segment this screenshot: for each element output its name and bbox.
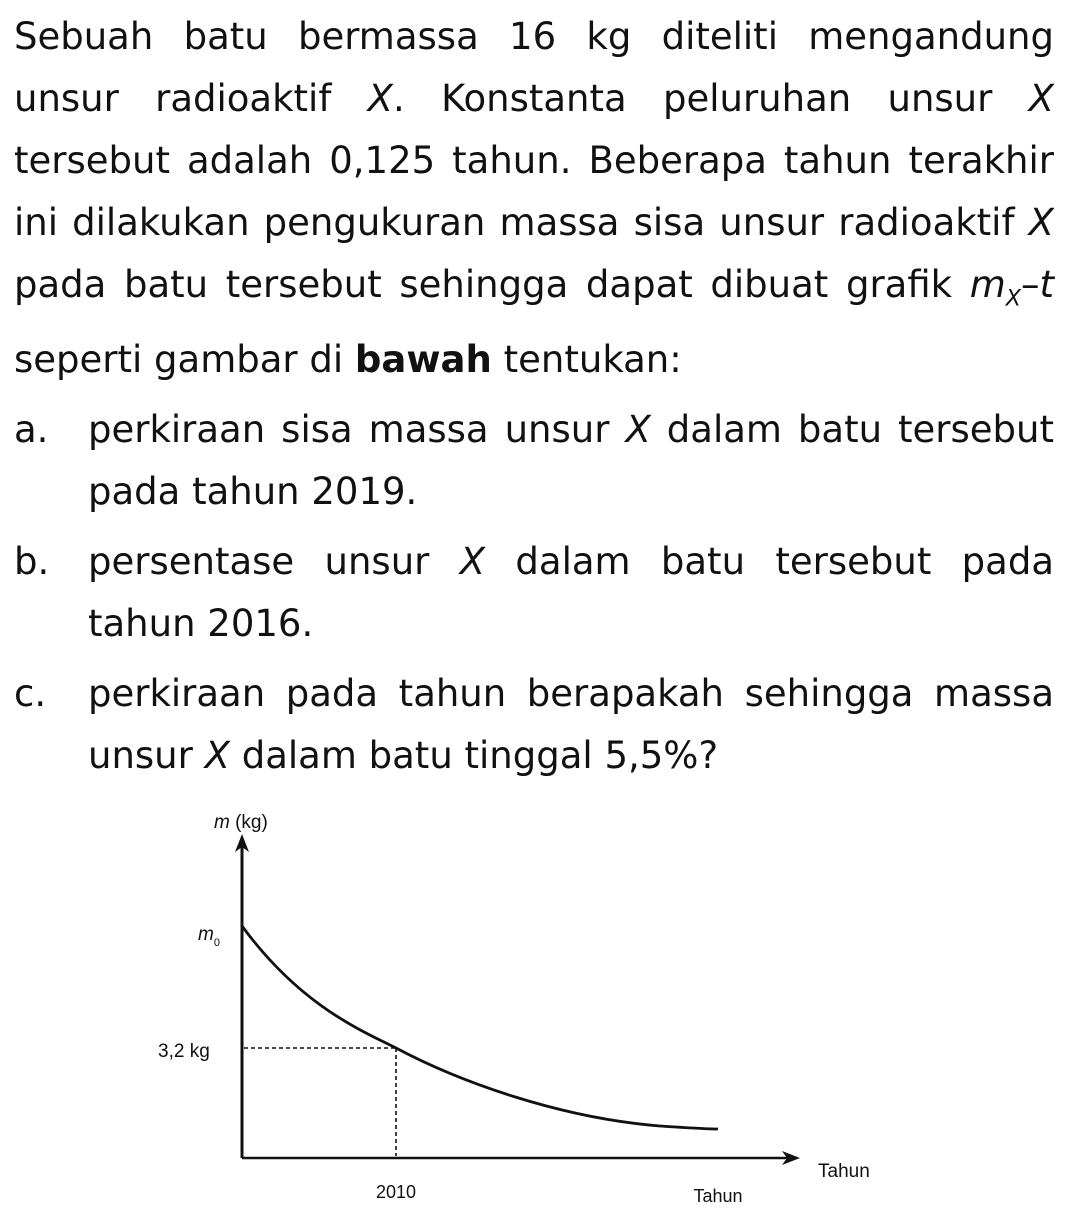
graph-dash: – bbox=[1020, 263, 1040, 306]
graph-var-t: t bbox=[1039, 263, 1054, 306]
question-text-part: perkiraan sisa massa unsur bbox=[88, 408, 626, 452]
decay-curve bbox=[242, 926, 718, 1129]
question-text bbox=[88, 531, 1054, 655]
decay-chart bbox=[0, 800, 1072, 1209]
variable-x: X bbox=[204, 734, 230, 778]
y-tick-label-m0: $m_0$ bbox=[198, 924, 220, 949]
intro-part-6: tentukan: bbox=[491, 338, 682, 382]
problem-intro bbox=[14, 6, 1054, 391]
question-text-part: dalam batu tersebut pada tahun 2019. bbox=[88, 408, 1055, 514]
question-text-part: persentase unsur bbox=[88, 540, 460, 584]
question-text bbox=[88, 663, 1054, 787]
intro-part-3: tersebut adalah 0,125 tahun. Beberapa tahun terakhir ini dilakukan pengukuran massa sisa unsur radioaktif bbox=[14, 139, 1054, 244]
question-label: c. bbox=[14, 672, 47, 716]
question-label: b. bbox=[14, 540, 50, 584]
variable-x: X bbox=[367, 77, 394, 120]
question-text-part: dalam batu tersebut pada tahun 2016. bbox=[88, 540, 1054, 646]
intro-part-1: Sebuah batu bermassa 16 kg diteliti mengandung unsur radioaktif bbox=[14, 15, 1054, 120]
x-tick-label-tahun: Tahun bbox=[693, 1186, 743, 1206]
variable-x: X bbox=[1028, 77, 1054, 120]
question-label: a. bbox=[14, 408, 49, 452]
x-axis-label: Tahun bbox=[818, 1161, 870, 1182]
question-text-part: perkiraan pada tahun berapakah sehingga massa unsur bbox=[88, 672, 1054, 778]
y-tick-label-3-2: 3,2 kg bbox=[158, 1041, 210, 1062]
graph-var-m: m bbox=[969, 263, 1006, 306]
intro-part-2: . Konstanta peluruhan unsur bbox=[393, 77, 1029, 120]
intro-part-5: seperti gambar di bbox=[14, 338, 355, 382]
problem-text bbox=[14, 6, 1054, 795]
question-text-part: dalam batu tinggal 5,5%? bbox=[229, 734, 719, 778]
intro-bold-word: bawah bbox=[354, 338, 492, 382]
question-b bbox=[14, 531, 1054, 655]
variable-x: X bbox=[1028, 201, 1054, 244]
variable-x: X bbox=[625, 408, 651, 452]
question-list bbox=[14, 399, 1054, 787]
variable-x: X bbox=[459, 540, 486, 584]
x-tick-label-2010: 2010 bbox=[375, 1182, 417, 1202]
question-c bbox=[14, 663, 1054, 787]
graph-var-subscript: X bbox=[1005, 285, 1021, 312]
question-a bbox=[14, 399, 1054, 523]
intro-part-4: pada batu tersebut sehingga dapat dibuat grafik bbox=[14, 263, 970, 306]
question-text bbox=[88, 399, 1054, 523]
y-axis-label: m (kg) bbox=[214, 812, 268, 833]
